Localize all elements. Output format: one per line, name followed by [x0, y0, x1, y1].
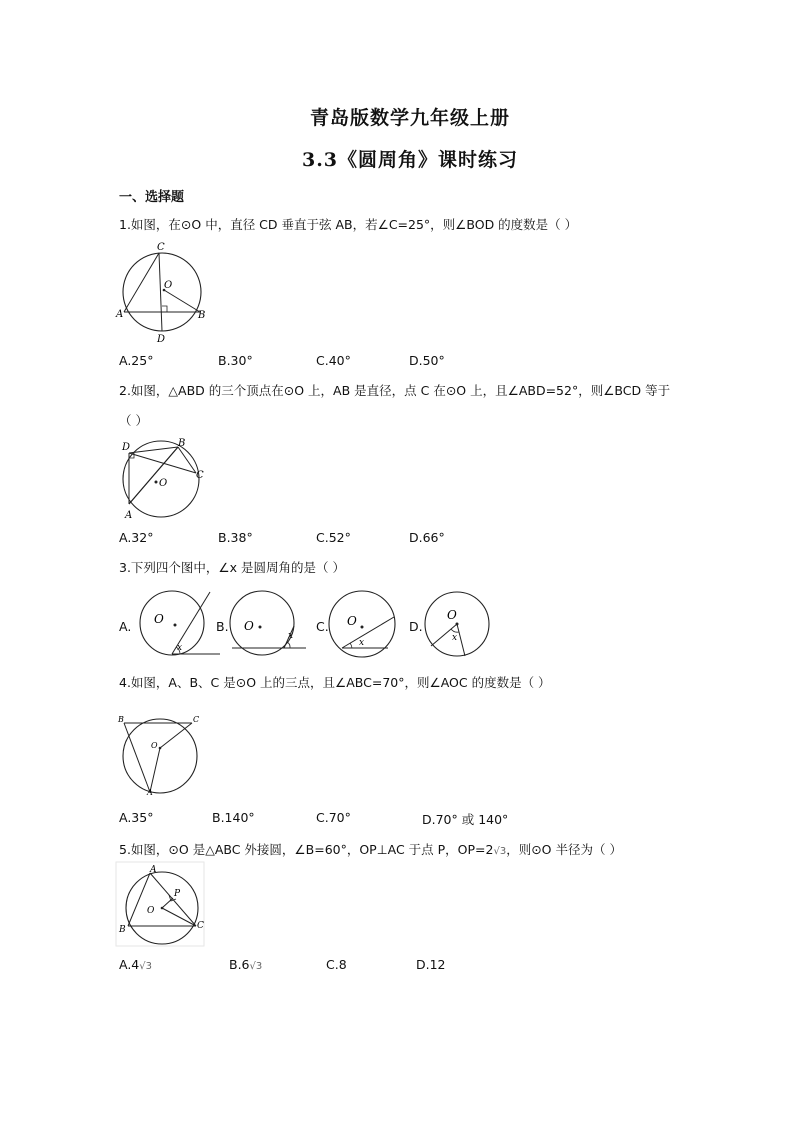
- question-1-option-a[interactable]: A.25°: [119, 353, 154, 368]
- question-5-text-part2: ，则⊙O 半径为（ ）: [506, 842, 622, 857]
- question-2-option-a[interactable]: A.32°: [119, 530, 154, 545]
- label-o: O: [244, 619, 254, 633]
- label-a: A: [150, 865, 157, 875]
- option-text: B.6: [229, 957, 250, 972]
- question-3-figure-b: [228, 590, 318, 658]
- question-2-option-d[interactable]: D.66°: [409, 530, 445, 545]
- label-b: B: [119, 925, 126, 935]
- label-c: C: [157, 242, 165, 253]
- question-4-option-b[interactable]: B.140°: [212, 810, 255, 825]
- question-5-option-d[interactable]: D.12: [416, 957, 446, 972]
- question-4-option-d[interactable]: D.70° 或 140°: [422, 812, 509, 827]
- label-o: O: [159, 478, 168, 489]
- sqrt3-symbol: √3: [249, 961, 263, 972]
- label-c: C: [196, 470, 204, 481]
- question-3-option-b[interactable]: B.: [216, 619, 229, 634]
- label-o: O: [147, 906, 155, 916]
- section-heading: 一、选择题: [119, 190, 185, 205]
- label-b: B: [198, 310, 206, 321]
- question-3-figure-c: [326, 590, 400, 658]
- label-a: A: [125, 510, 133, 521]
- label-a: A: [147, 788, 153, 797]
- question-1-figure: [116, 240, 208, 344]
- label-o: O: [151, 741, 158, 750]
- question-3-option-d[interactable]: D.: [409, 619, 423, 634]
- question-5-figure: [116, 862, 208, 946]
- page-title: 青岛版数学九年级上册: [309, 107, 510, 129]
- label-c: C: [193, 715, 200, 724]
- label-x: x: [177, 643, 183, 653]
- question-4-option-a[interactable]: A.35°: [119, 810, 154, 825]
- question-5-text: [119, 841, 622, 861]
- label-o: O: [447, 608, 457, 622]
- question-2-text: 2.如图，△ABD 的三个顶点在⊙O 上，AB 是直径，点 C 在⊙O 上，且∠ABD=52°，则∠BCD 等于: [119, 383, 671, 398]
- question-3-figure-a: [132, 590, 222, 658]
- label-x: x: [452, 633, 458, 643]
- sqrt3-symbol: √3: [139, 961, 152, 972]
- label-d: D: [122, 442, 131, 453]
- label-o: O: [154, 612, 164, 626]
- label-x: x: [359, 638, 365, 648]
- question-4-figure: [116, 712, 208, 796]
- question-3-figure-d: [423, 590, 493, 658]
- question-1-text: 1.如图，在⊙O 中，直径 CD 垂直于弦 AB，若∠C=25°，则∠BOD 的度数是（ ）: [119, 217, 578, 232]
- question-4-text: 4.如图，A、B、C 是⊙O 上的三点，且∠ABC=70°，则∠AOC 的度数是（ ）: [119, 675, 551, 690]
- label-o: O: [347, 614, 357, 628]
- question-2-option-b[interactable]: B.38°: [218, 530, 253, 545]
- question-3-option-a[interactable]: A.: [119, 619, 132, 634]
- label-p: P: [174, 889, 181, 899]
- option-text: A.4: [119, 957, 140, 972]
- sqrt3-symbol: √3: [493, 846, 507, 857]
- label-o: O: [164, 280, 173, 291]
- label-d: D: [157, 334, 166, 345]
- question-3-text: 3.下列四个图中，∠x 是圆周角的是（ ）: [119, 560, 345, 575]
- question-1-option-c[interactable]: C.40°: [316, 353, 351, 368]
- question-2-option-c[interactable]: C.52°: [316, 530, 351, 545]
- question-5-option-b[interactable]: [229, 957, 262, 972]
- question-2-figure: [116, 436, 208, 522]
- question-5-text-part1: 5.如图，⊙O 是△ABC 外接圆，∠B=60°，OP⊥AC 于点 P，OP=2: [119, 842, 494, 857]
- page-subtitle: 3.3《圆周角》课时练习: [301, 149, 519, 171]
- label-b: B: [118, 715, 124, 724]
- question-1-option-b[interactable]: B.30°: [218, 353, 253, 368]
- label-x: x: [288, 631, 294, 641]
- question-1-option-d[interactable]: D.50°: [409, 353, 445, 368]
- question-2-text-cont: （ ）: [119, 413, 148, 428]
- question-3-option-c[interactable]: C.: [316, 619, 329, 634]
- label-b: B: [178, 438, 186, 449]
- label-c: C: [197, 921, 204, 931]
- label-a: A: [116, 309, 124, 320]
- question-5-option-c[interactable]: C.8: [326, 957, 347, 972]
- question-5-option-a[interactable]: [119, 957, 152, 972]
- question-4-option-c[interactable]: C.70°: [316, 810, 351, 825]
